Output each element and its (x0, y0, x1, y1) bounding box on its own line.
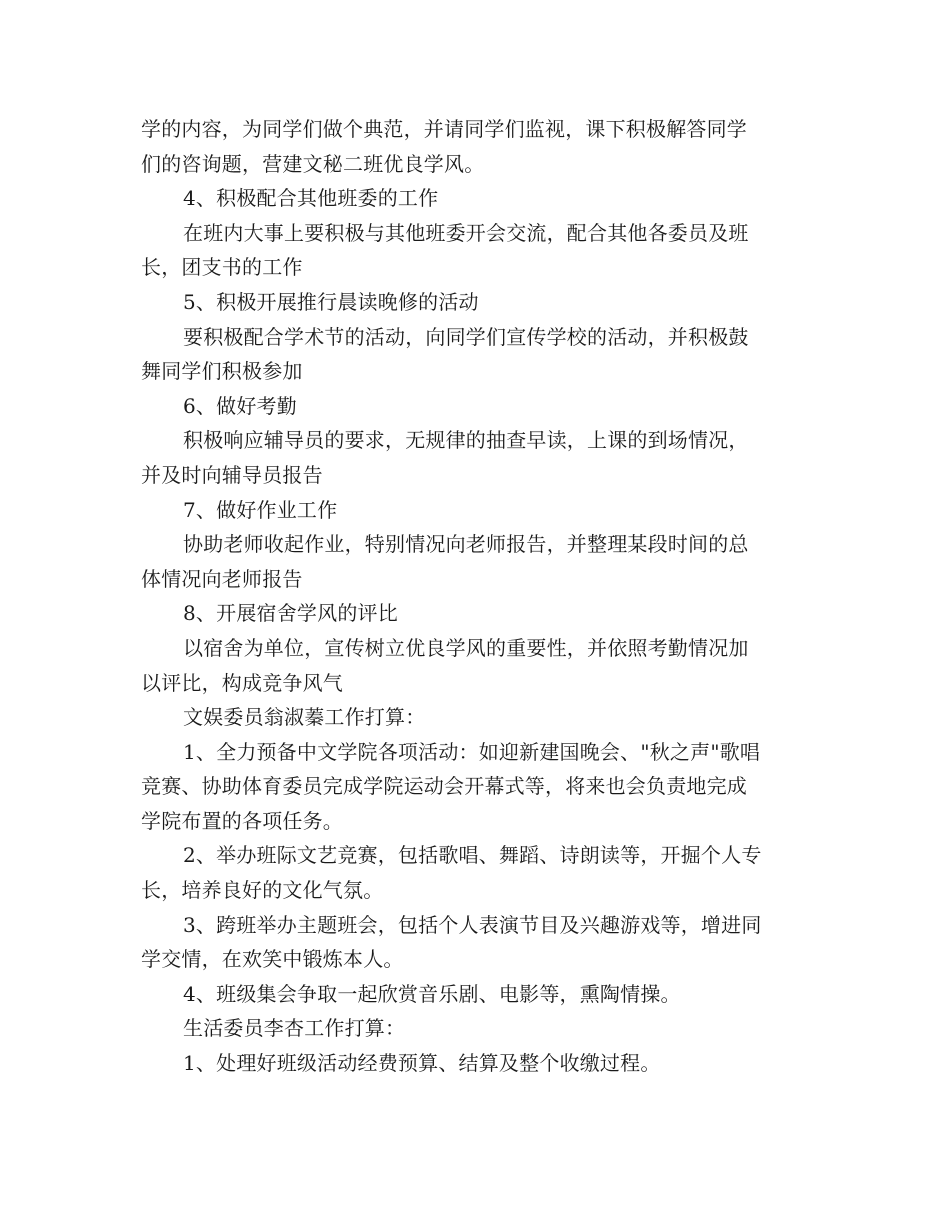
list-item: 1、全力预备中文学院各项活动：如迎新建国晚会、"秋之声"歌唱 (183, 739, 761, 764)
document-body (141, 112, 813, 1081)
role-heading: 生活委员李杏工作打算： (183, 1016, 406, 1041)
text-line: 竞赛、协助体育委员完成学院运动会开幕式等，将来也会负责地完成 (141, 774, 747, 799)
list-item: 1、处理好班级活动经费预算、结算及整个收缴过程。 (183, 1051, 661, 1076)
text-line: 学交情，在欢笑中锻炼本人。 (141, 947, 404, 972)
text-line: 要积极配合学术节的活动，向同学们宣传学校的活动，并积极鼓 (183, 324, 749, 349)
text-line: 以宿舍为单位，宣传树立优良学风的重要性，并依照考勤情况加 (183, 635, 749, 660)
list-item: 4、班级集会争取一起欣赏音乐剧、电影等，熏陶情操。 (183, 981, 681, 1006)
section-heading: 7、做好作业工作 (183, 497, 338, 522)
section-heading: 5、积极开展推行晨读晚修的活动 (183, 289, 479, 314)
text-line: 体情况向老师报告 (141, 566, 303, 591)
list-item: 2、举办班际文艺竞赛，包括歌唱、舞蹈、诗朗读等，开掘个人专 (183, 843, 762, 868)
section-heading: 4、积极配合其他班委的工作 (183, 186, 439, 211)
section-heading: 8、开展宿舍学风的评比 (183, 601, 398, 626)
text-line: 学院布置的各项任务。 (141, 808, 343, 833)
list-item: 3、跨班举办主题班会，包括个人表演节目及兴趣游戏等，增进同 (183, 912, 762, 937)
text-line: 学的内容，为同学们做个典范，并请同学们监视，课下积极解答同学 (141, 117, 747, 141)
text-line: 在班内大事上要积极与其他班委开会交流，配合其他各委员及班 (183, 220, 749, 245)
text-line: 们的咨询题，营建文秘二班优良学风。 (141, 151, 485, 176)
text-line: 并及时向辅导员报告 (141, 462, 323, 487)
text-line: 积极响应辅导员的要求，无规律的抽查早读，上课的到场情况， (183, 428, 749, 453)
text-line: 长，团支书的工作 (141, 255, 303, 280)
text-line: 协助老师收起作业，特别情况向老师报告，并整理某段时间的总 (183, 532, 749, 557)
text-line: 长，培养良好的文化气氛。 (141, 878, 384, 903)
text-line: 以评比，构成竞争风气 (141, 670, 343, 695)
section-heading: 6、做好考勤 (183, 393, 297, 418)
role-heading: 文娱委员翁淑蓁工作打算： (183, 705, 426, 730)
text-line: 舞同学们积极参加 (141, 359, 303, 384)
